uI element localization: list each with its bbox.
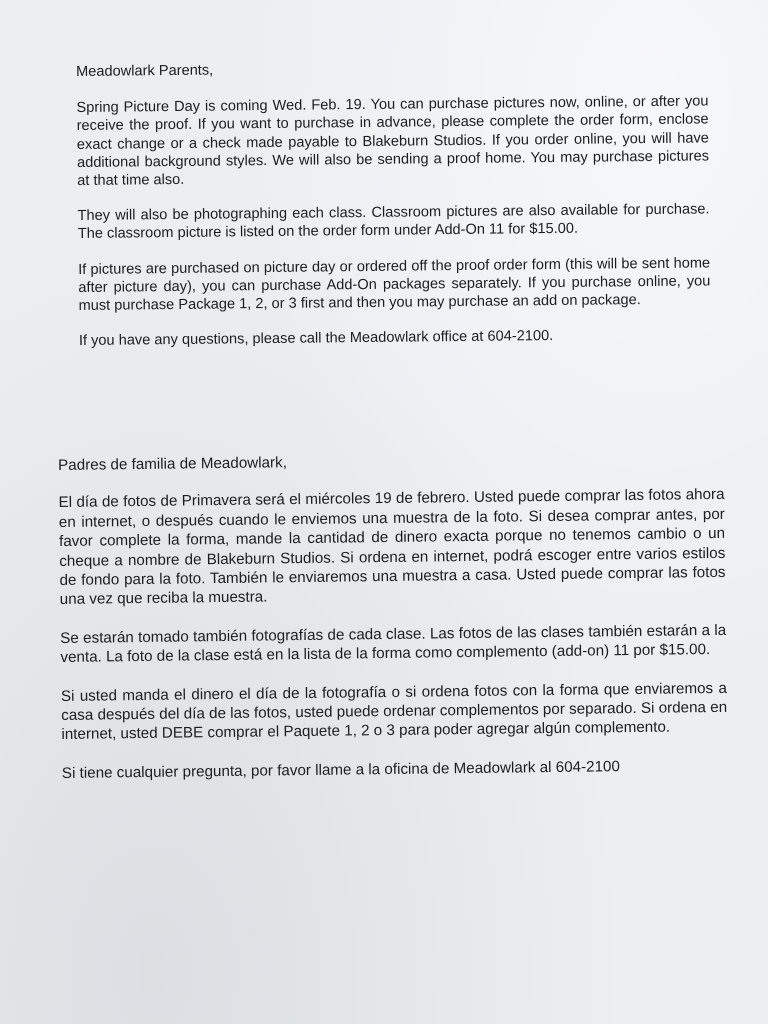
spanish-paragraph-3: Si usted manda el dinero el día de la fotografía o si ordena fotos con la forma que enviaremos a casa después del día de las fotos, usted puede ordenar complementos por separado. Si ordena en internet, usted DEBE comprar el Paquete 1, 2 o 3 para poder agregar algún complemento.	[60, 679, 728, 744]
english-paragraph-2: They will also be photographing each class. Classroom pictures are also available for purchase. The classroom picture is listed on the order form under Add-On 11 for $15.00.	[77, 201, 710, 243]
spanish-closing: Si tiene cualquier pregunta, por favor llame a la oficina de Meadowlark al 604-2100	[61, 758, 621, 782]
english-greeting: Meadowlark Parents,	[76, 62, 214, 80]
spanish-paragraph-1: El día de fotos de Primavera será el miércoles 19 de febrero. Usted puede comprar las fotos ahora en internet, o después cuando le enviemos una muestra de la foto. Si desea comprar antes, por favor complete la forma, mande la cantidad de dinero exacta porque no tenemos cambio o un cheque a nombre de Blakeburn Studios. Si ordena en internet, podrá escoger entre varios estilos de fondo para la foto. También le enviaremos una muestra a casa. Usted puede comprar las fotos una vez que reciba la muestra.	[58, 486, 726, 609]
spanish-letter	[58, 448, 728, 783]
spanish-greeting: Padres de familia de Meadowlark,	[58, 454, 287, 474]
english-paragraph-1: Spring Picture Day is coming Wed. Feb. 19. You can purchase pictures now, online, or after you receive the proof. If you want to purchase in advance, please complete the order form, enclose exact change or a check made payable to Blakeburn Studios. If you order online, you will have additional background styles. We will also be sending a proof home. You may purchase pictures at that time also.	[76, 93, 710, 190]
english-paragraph-3: If pictures are purchased on picture day or ordered off the proof order form (this will be sent home after picture day), you can purchase Add-On packages separately. If you purchase online, you must purchase Package 1, 2, or 3 first and then you may purchase an add on package.	[78, 254, 711, 315]
english-letter	[76, 56, 711, 350]
english-closing: If you have any questions, please call the Meadowlark office at 604-2100.	[78, 328, 554, 350]
spanish-paragraph-2: Se estarán tomado también fotografías de cada clase. Las fotos de las clases también estarán a la venta. La foto de la clase está en la lista de la forma como complemento (add-on) 11 por $15.00.	[60, 621, 727, 667]
